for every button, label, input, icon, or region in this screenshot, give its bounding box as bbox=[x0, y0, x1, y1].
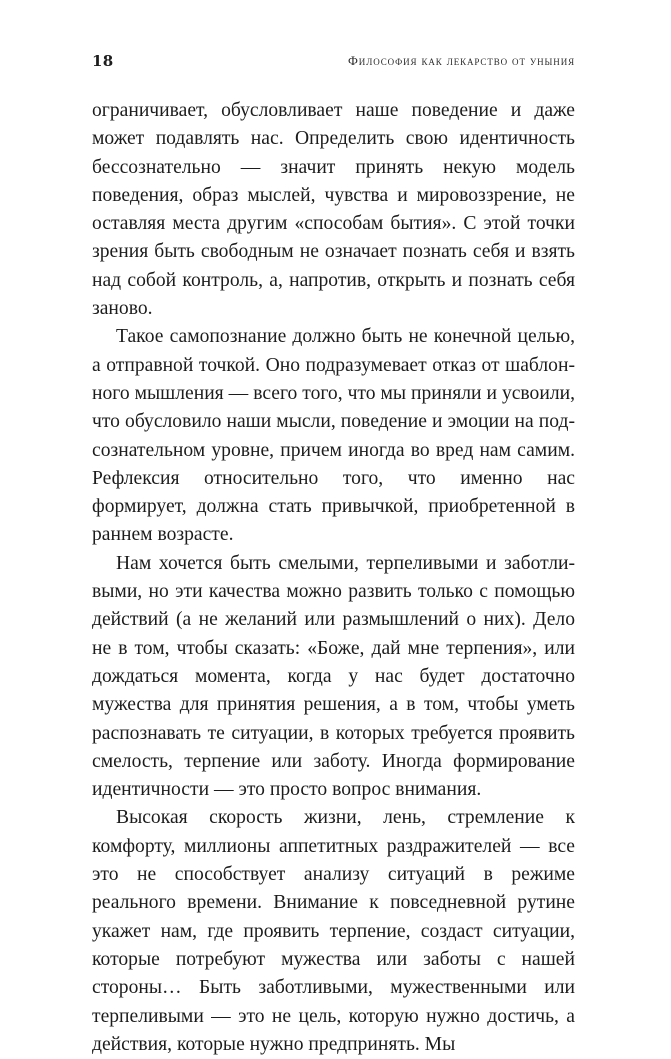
paragraph: Нам хочется быть смелыми, терпеливыми и заботливыми, но эти качества можно развить только с помощью действий (а не желаний или размышлений о них). Дело не в том, чтобы сказать: «Боже, дай мне терпения», или дождаться момента, когда у нас будет достаточно мужества для принятия решения, а в том, чтобы уметь распознавать те ситуации, в которых требуется проявить смелость, терпение или заботу. Иногда формирование идентичности — это просто вопрос внимания. bbox=[92, 552, 575, 801]
paragraph: Такое самопознание должно быть не конечной целью, а отправной точкой. Оно подразумевает отказ от шаблонного мышления — всего того, что мы приняли и усвоили, что обусловило наши мысли, поведение и эмоции на подсознательном уровне, причем иногда во вред нам самим. Рефлексия относительно того, что именно нас формирует, должна стать привычкой, приобретенной в раннем возрасте. bbox=[92, 326, 575, 546]
page-number: 18 bbox=[92, 52, 114, 70]
paragraph: Высокая скорость жизни, лень, стремление к комфорту, миллионы аппетитных раздражителей — все это не способствует анализу ситуаций в режиме реального времени. Внимание к повседневной рутине укажет нам, где проявить терпение, создаст ситуации, которые потребуют мужества или заботы с нашей стороны… Быть заботливыми, мужественными или терпеливыми — это не цель, которую нужно достичь, а действия, которые нужно предпринять. Мы bbox=[92, 807, 575, 1055]
body-text bbox=[92, 97, 575, 1059]
running-head bbox=[92, 52, 575, 74]
running-title: Философия как лекарство от уныния bbox=[348, 54, 575, 68]
paragraph-continuation: ограничивает, обусловливает наше поведение и даже может подавлять нас. Определить свою идентичность бессознательно — значит принять некую модель поведения, образ мыслей, чувства и мировоззрение, не оставляя места другим «способам бытия». С этой точки зрения быть свободным не означает познать себя и взять над собой контроль, а, напротив, открыть и познать себя заново. bbox=[92, 100, 575, 320]
